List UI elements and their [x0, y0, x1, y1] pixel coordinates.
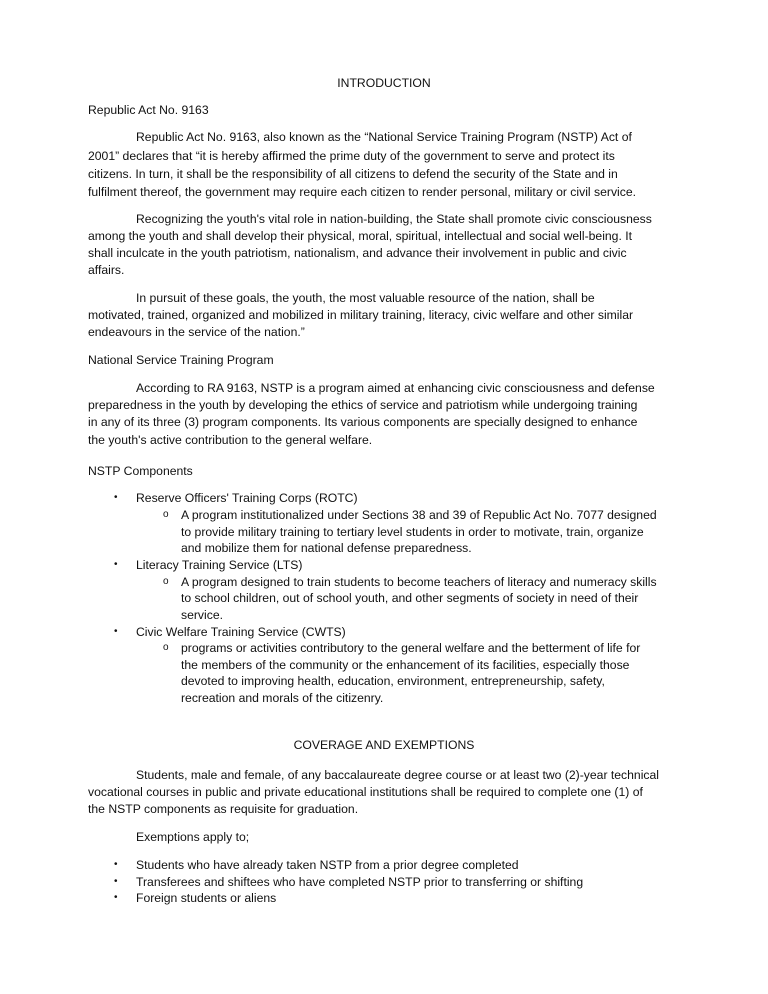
paragraph-nstp-definition-line: in any of its three (3) program components. Its various components are specially designed to enhance	[88, 415, 638, 429]
paragraph-coverage-line: vocational courses in public and private educational institutions shall be required to complete one (1) of	[88, 785, 643, 799]
paragraph-goals-line: motivated, trained, organized and mobilized in military training, literacy, civic welfare and other similar	[88, 308, 634, 322]
component-description-line: and mobilize them for national defense preparedness.	[181, 541, 472, 555]
subheading-republic-act: Republic Act No. 9163	[88, 103, 209, 117]
bullet-icon: •	[114, 559, 118, 570]
sub-bullet-icon: o	[163, 509, 169, 520]
paragraph-nstp-definition-line: According to RA 9163, NSTP is a program aimed at enhancing civic consciousness and defense	[136, 381, 655, 395]
exemption-item: Foreign students or aliens	[136, 891, 277, 905]
bullet-icon: •	[114, 859, 118, 870]
section-title-coverage: COVERAGE AND EXEMPTIONS	[293, 738, 475, 752]
paragraph-coverage-line: the NSTP components as requisite for graduation.	[88, 802, 359, 816]
paragraph-goals-line: endeavours in the service of the nation.”	[88, 325, 305, 339]
bullet-icon: •	[114, 876, 118, 887]
paragraph-youth-role-line: shall inculcate in the youth patriotism, nationalism, and advance their involvement in public and civic	[88, 246, 627, 260]
paragraph-ra9163-line: Republic Act No. 9163, also known as the “National Service Training Program (NSTP) Act of	[136, 130, 632, 144]
exemption-item: Transferees and shiftees who have completed NSTP prior to transferring or shifting	[136, 875, 584, 889]
paragraph-youth-role-line: Recognizing the youth's vital role in nation-building, the State shall promote civic consciousness	[136, 212, 652, 226]
paragraph-coverage-line: Students, male and female, of any baccalaureate degree course or at least two (2)-year technical	[136, 768, 659, 782]
component-description-line: A program designed to train students to become teachers of literacy and numeracy skills	[181, 575, 657, 589]
bullet-icon: •	[114, 626, 118, 637]
component-description-line: service.	[181, 608, 223, 622]
section-title-introduction: INTRODUCTION	[337, 76, 431, 90]
paragraph-ra9163-line: fulfilment thereof, the government may require each citizen to render personal, military or civil service.	[88, 185, 636, 199]
component-description-line: programs or activities contributory to the general welfare and the betterment of life for	[181, 641, 641, 655]
paragraph-goals-line: In pursuit of these goals, the youth, the most valuable resource of the nation, shall be	[136, 291, 595, 305]
exemption-item: Students who have already taken NSTP from a prior degree completed	[136, 858, 519, 872]
paragraph-nstp-definition-line: the youth's active contribution to the general welfare.	[88, 433, 373, 447]
component-description-line: the members of the community or the enhancement of its facilities, especially those	[181, 658, 630, 672]
paragraph-nstp-definition-line: preparedness in the youth by developing the ethics of service and patriotism while undergoing training	[88, 398, 638, 412]
component-description-line: to provide military training to tertiary level students in order to motivate, train, organize	[181, 525, 644, 539]
component-name: Reserve Officers' Training Corps (ROTC)	[136, 491, 358, 505]
subheading-nstp: National Service Training Program	[88, 353, 274, 367]
component-name: Literacy Training Service (LTS)	[136, 558, 303, 572]
component-description-line: devoted to improving health, education, environment, entrepreneurship, safety,	[181, 674, 605, 688]
bullet-icon: •	[114, 492, 118, 503]
bullet-icon: •	[114, 892, 118, 903]
component-name: Civic Welfare Training Service (CWTS)	[136, 625, 346, 639]
sub-bullet-icon: o	[163, 576, 169, 587]
component-description-line: A program institutionalized under Sections 38 and 39 of Republic Act No. 7077 designed	[181, 508, 657, 522]
component-description-line: recreation and morals of the citizenry.	[181, 691, 384, 705]
paragraph-ra9163-line: citizens. In turn, it shall be the responsibility of all citizens to defend the security of the State and in	[88, 167, 618, 181]
paragraph-ra9163-line: 2001” declares that “it is hereby affirmed the prime duty of the government to serve and protect its	[88, 149, 615, 163]
exemptions-intro: Exemptions apply to;	[136, 830, 250, 844]
sub-bullet-icon: o	[163, 642, 169, 653]
paragraph-youth-role-line: affairs.	[88, 263, 125, 277]
subheading-components: NSTP Components	[88, 464, 193, 478]
component-description-line: to school children, out of school youth, and other segments of society in need of their	[181, 591, 639, 605]
paragraph-youth-role-line: among the youth and shall develop their physical, moral, spiritual, intellectual and social well-being. It	[88, 229, 632, 243]
